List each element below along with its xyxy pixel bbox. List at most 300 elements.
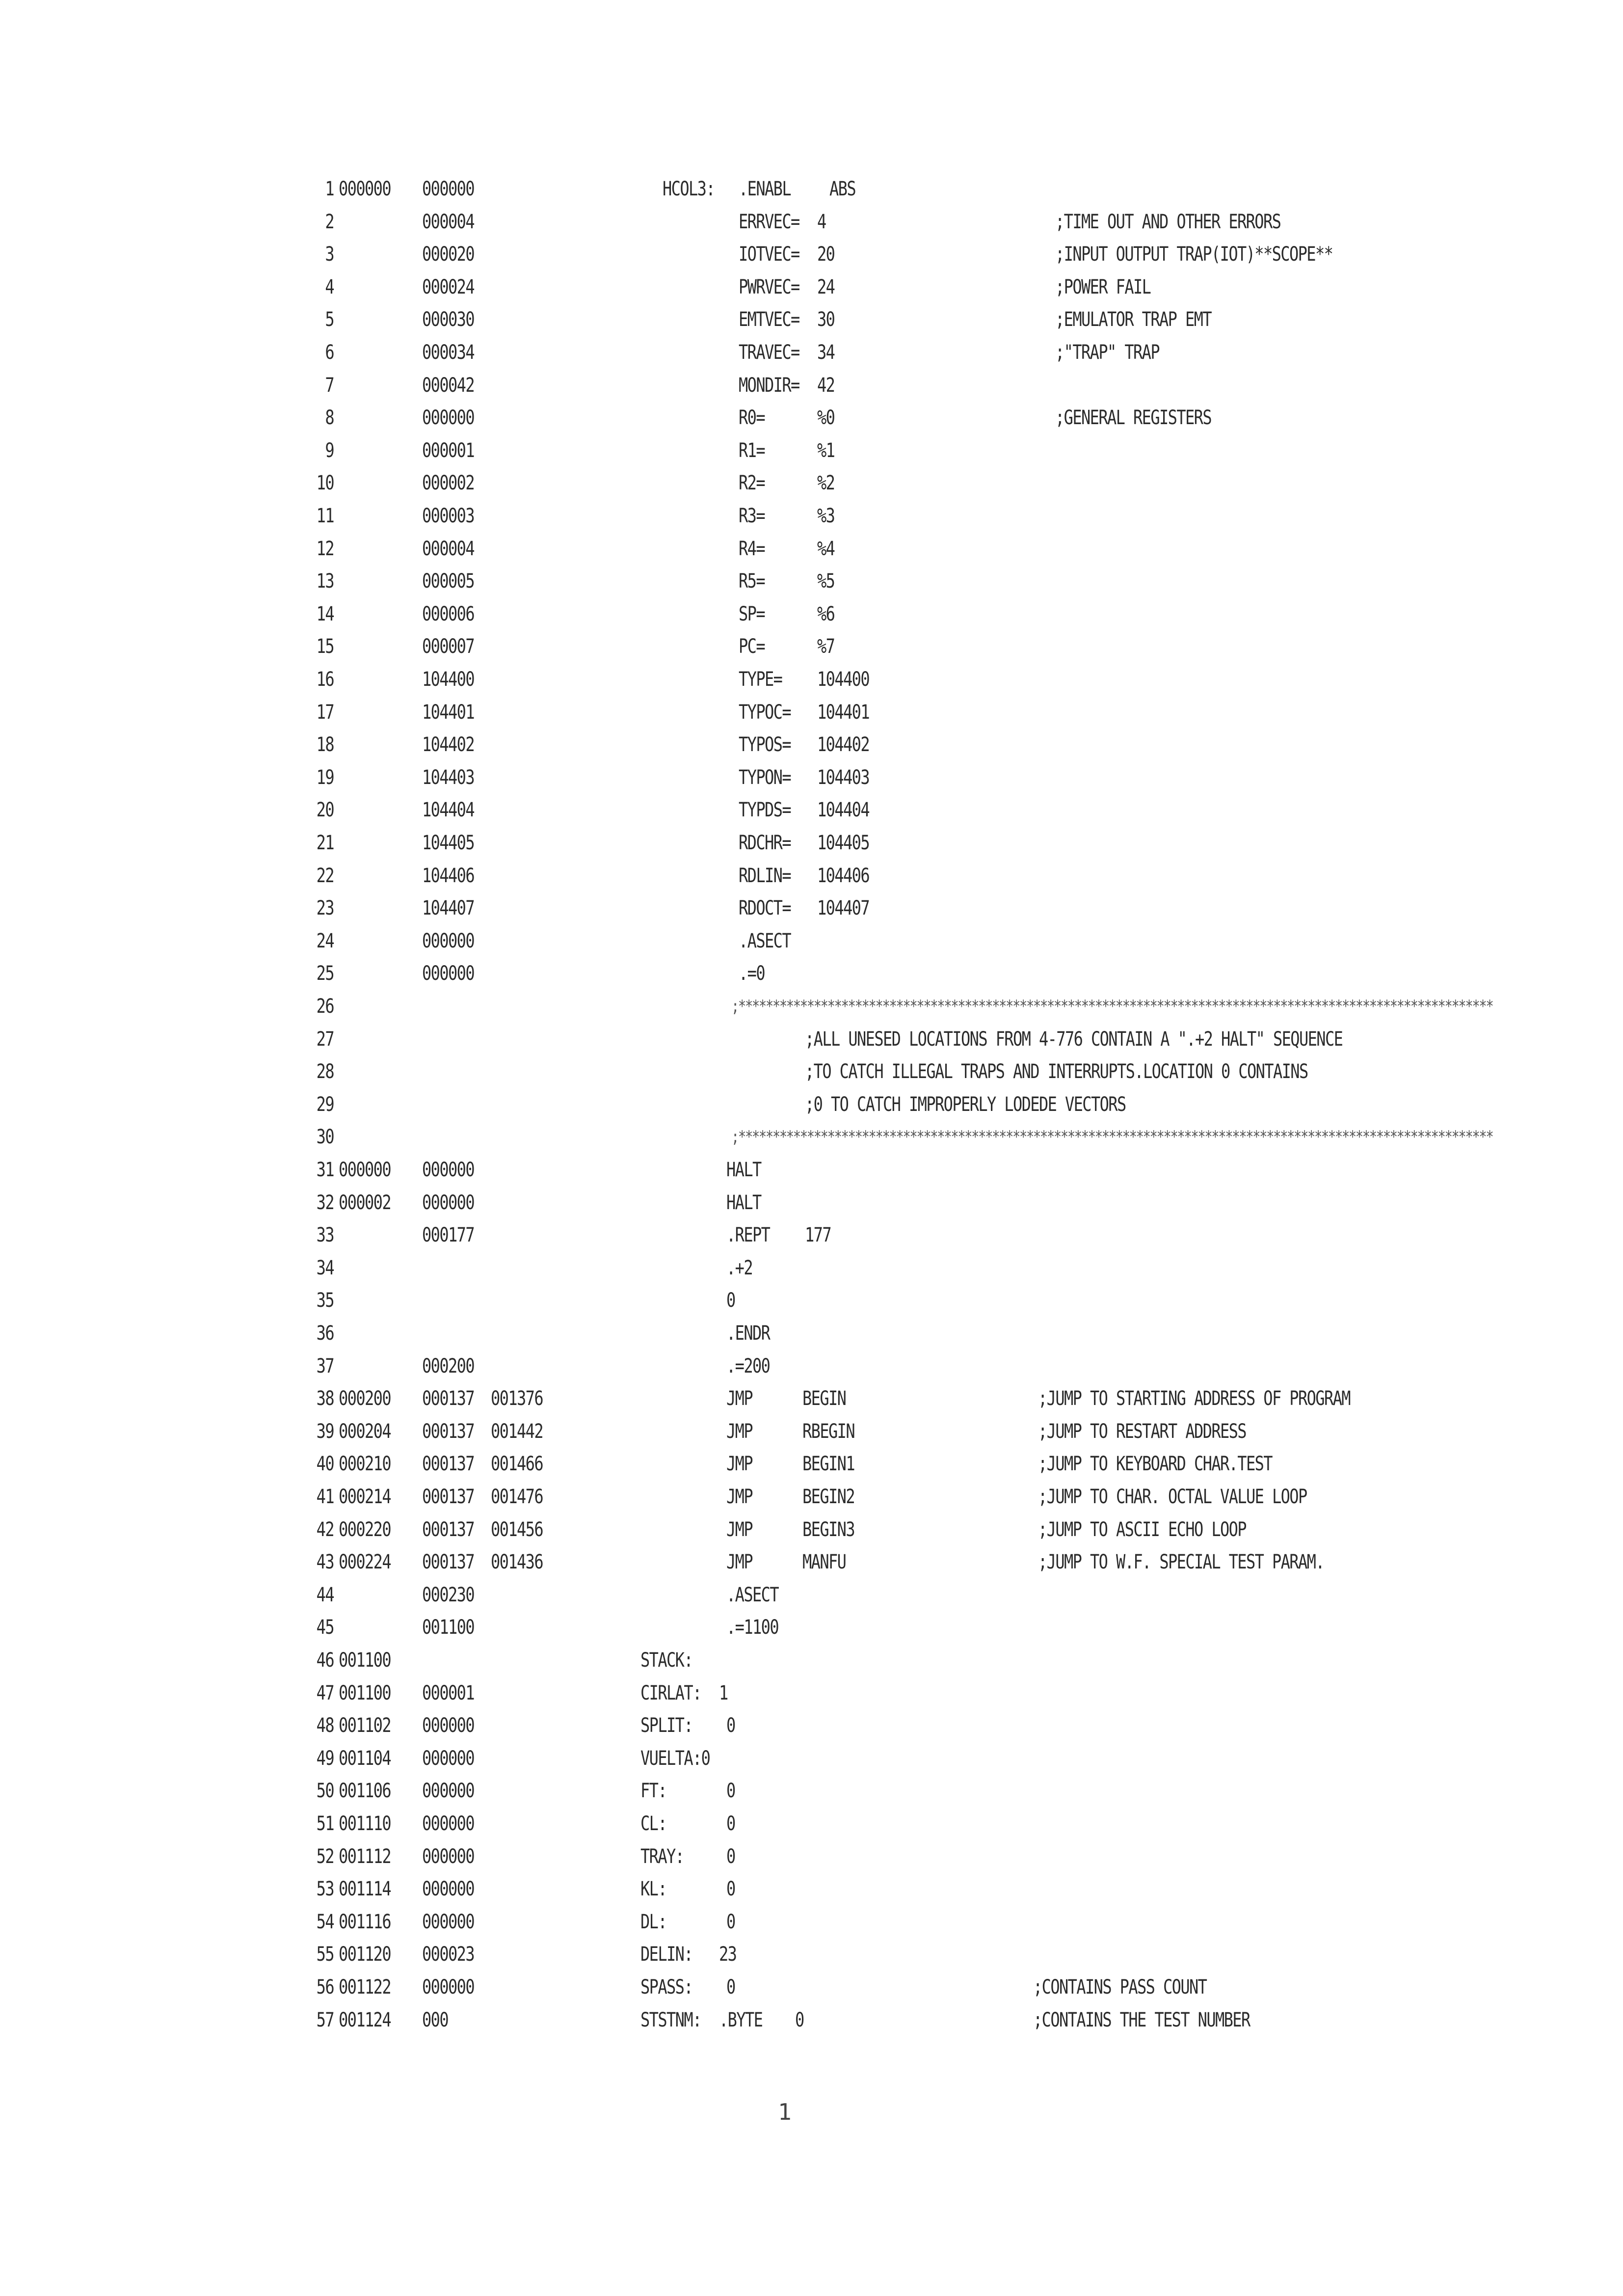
line-number: 28 — [316, 1060, 334, 1083]
opcode: .+2 — [726, 1256, 752, 1279]
line-number: 36 — [316, 1322, 334, 1345]
comment: ;JUMP TO KEYBOARD CHAR.TEST — [1038, 1453, 1272, 1476]
word-1: 000137 — [422, 1551, 474, 1574]
line-number: 55 — [316, 1943, 334, 1966]
line-number: 34 — [316, 1256, 334, 1279]
listing-line — [0, 864, 1623, 896]
listing-line — [0, 2008, 1623, 2040]
word-1: 000000 — [422, 406, 474, 430]
label: DL: — [640, 1910, 666, 1933]
line-number: 1 — [325, 178, 334, 200]
opcode: .ENABL — [739, 178, 791, 200]
address: 000224 — [339, 1551, 391, 1574]
operand: 104403 — [817, 766, 869, 789]
opcode: JMP — [726, 1486, 752, 1508]
comment: ;JUMP TO RESTART ADDRESS — [1038, 1420, 1246, 1443]
address: 001114 — [339, 1878, 391, 1901]
word-1: 000000 — [422, 1976, 474, 1999]
listing-line — [0, 732, 1623, 765]
opcode: 0 — [726, 1780, 735, 1803]
operand: %1 — [817, 439, 835, 462]
opcode: RDCHR= — [739, 832, 791, 854]
label: STACK: — [640, 1649, 692, 1672]
line-number: 25 — [316, 962, 334, 985]
word-1: 000005 — [422, 570, 474, 593]
opcode: 0 — [726, 1812, 735, 1835]
comment: ;INPUT OUTPUT TRAP(IOT)**SCOPE** — [1055, 243, 1333, 266]
word-1: 104400 — [422, 668, 474, 691]
opcode: JMP — [726, 1518, 752, 1541]
comment: ;JUMP TO STARTING ADDRESS OF PROGRAM — [1038, 1387, 1350, 1410]
word-1: 000000 — [422, 1191, 474, 1214]
line-number: 17 — [316, 701, 334, 724]
address: 001102 — [339, 1714, 391, 1737]
listing-line — [0, 537, 1623, 569]
opcode: 0 — [726, 1714, 735, 1737]
address: 001116 — [339, 1910, 391, 1933]
opcode: ERRVEC= — [739, 210, 799, 233]
listing-line — [0, 1223, 1623, 1255]
operand: 24 — [817, 275, 835, 298]
operand: BEGIN1 — [802, 1453, 854, 1476]
word-1: 000004 — [422, 537, 474, 560]
word-1: 000030 — [422, 308, 474, 331]
word-1: 104406 — [422, 864, 474, 887]
listing-line — [0, 1811, 1623, 1844]
line-number: 8 — [325, 406, 334, 430]
word-1: 000001 — [422, 1681, 474, 1704]
word-1: 000034 — [422, 341, 474, 364]
line-number: 23 — [316, 897, 334, 920]
line-number: 16 — [316, 668, 334, 691]
listing-line — [0, 569, 1623, 601]
line-number: 48 — [316, 1714, 334, 1737]
listing-line — [0, 1550, 1623, 1582]
operand: %5 — [817, 570, 835, 593]
opcode: TYPE= — [739, 668, 782, 691]
operand: 4 — [817, 210, 826, 233]
address: 000220 — [339, 1518, 391, 1541]
line-number: 7 — [325, 374, 334, 397]
operand: 20 — [817, 243, 835, 266]
opcode: .BYTE — [719, 2008, 763, 2031]
separator-stars: ;************************************************************************************************************** — [731, 1127, 1493, 1147]
label: STSTNM: — [640, 2008, 701, 2031]
word-1: 104407 — [422, 897, 474, 920]
word-2: 001436 — [491, 1551, 543, 1574]
listing-line — [0, 1615, 1623, 1648]
listing-line — [0, 1288, 1623, 1321]
comment: ;CONTAINS THE TEST NUMBER — [1033, 2008, 1250, 2031]
line-number: 29 — [316, 1093, 334, 1116]
listing-line — [0, 765, 1623, 798]
opcode: TYPON= — [739, 766, 791, 789]
operand: 104400 — [817, 668, 869, 691]
opcode: .=0 — [739, 962, 765, 985]
word-1: 000042 — [422, 374, 474, 397]
address: 000000 — [339, 1159, 391, 1181]
address: 000000 — [339, 178, 391, 200]
word-1: 000003 — [422, 505, 474, 527]
line-number: 35 — [316, 1289, 334, 1312]
opcode: TYPDS= — [739, 799, 791, 822]
listing-line — [0, 405, 1623, 438]
operand: BEGIN3 — [802, 1518, 854, 1541]
line-number: 39 — [316, 1420, 334, 1443]
word-1: 000023 — [422, 1943, 474, 1966]
opcode: RDOCT= — [739, 897, 791, 920]
line-number: 19 — [316, 766, 334, 789]
word-1: 104403 — [422, 766, 474, 789]
opcode: 0 — [726, 1878, 735, 1901]
line-number: 20 — [316, 799, 334, 822]
opcode: SP= — [739, 602, 765, 625]
listing-line — [0, 1059, 1623, 1092]
word-1: 000137 — [422, 1486, 474, 1508]
line-number: 3 — [325, 243, 334, 266]
listing-line — [0, 1746, 1623, 1779]
opcode: R3= — [739, 505, 765, 527]
opcode: HALT — [726, 1191, 761, 1214]
line-number: 41 — [316, 1486, 334, 1508]
listing-line — [0, 1942, 1623, 1974]
listing-line — [0, 1910, 1623, 1942]
line-number: 2 — [325, 210, 334, 233]
line-number: 18 — [316, 733, 334, 756]
word-1: 000002 — [422, 472, 474, 495]
operand: 42 — [817, 374, 835, 397]
listing-line — [0, 1321, 1623, 1353]
line-number: 37 — [316, 1354, 334, 1378]
listing-line — [0, 831, 1623, 863]
word-1: 104404 — [422, 799, 474, 822]
listing-line — [0, 1877, 1623, 1909]
listing-line — [0, 1485, 1623, 1517]
listing-line — [0, 1975, 1623, 2007]
listing-line — [0, 929, 1623, 961]
listing-line — [0, 1158, 1623, 1190]
listing-line — [0, 1648, 1623, 1680]
line-number: 22 — [316, 864, 334, 887]
line-number: 46 — [316, 1649, 334, 1672]
line-number: 32 — [316, 1191, 334, 1214]
listing-line — [0, 667, 1623, 700]
line-number: 57 — [316, 2008, 334, 2031]
operand: 34 — [817, 341, 835, 364]
label: CIRLAT: — [640, 1681, 701, 1704]
line-number: 50 — [316, 1780, 334, 1803]
word-1: 000007 — [422, 635, 474, 658]
line-number: 6 — [325, 341, 334, 364]
line-number: 30 — [316, 1126, 334, 1149]
listing-line — [0, 1354, 1623, 1386]
line-number: 26 — [316, 995, 334, 1018]
listing-line — [0, 1583, 1623, 1615]
address: 000200 — [339, 1387, 391, 1410]
operand: 104404 — [817, 799, 869, 822]
listing-line — [0, 438, 1623, 471]
line-number: 53 — [316, 1878, 334, 1901]
opcode: .REPT — [726, 1224, 770, 1247]
word-1: 000004 — [422, 210, 474, 233]
label: HCOL3: — [663, 178, 715, 200]
listing-line — [0, 275, 1623, 307]
operand: 104406 — [817, 864, 869, 887]
word-1: 104405 — [422, 832, 474, 854]
opcode: JMP — [726, 1551, 752, 1574]
address: 001124 — [339, 2008, 391, 2031]
word-1: 000000 — [422, 962, 474, 985]
operand: ABS — [829, 178, 855, 200]
page-number: 1 — [778, 2099, 792, 2125]
word-1: 000024 — [422, 275, 474, 298]
listing-line — [0, 177, 1623, 209]
listing-line — [0, 504, 1623, 536]
line-number: 40 — [316, 1453, 334, 1476]
block-comment: ;TO CATCH ILLEGAL TRAPS AND INTERRUPTS.LOCATION 0 CONTAINS — [805, 1060, 1308, 1083]
listing-line — [0, 1419, 1623, 1452]
listing-line — [0, 1125, 1623, 1157]
word-2: 001476 — [491, 1486, 543, 1508]
address: 000204 — [339, 1420, 391, 1443]
opcode: .ENDR — [726, 1322, 770, 1345]
operand: %4 — [817, 537, 835, 560]
line-number: 4 — [325, 275, 334, 298]
listing-line — [0, 1452, 1623, 1484]
operand: 104407 — [817, 897, 869, 920]
opcode: IOTVEC= — [739, 243, 799, 266]
operand: 177 — [805, 1224, 831, 1247]
word-1: 000137 — [422, 1453, 474, 1476]
operand: BEGIN2 — [802, 1486, 854, 1508]
line-number: 51 — [316, 1812, 334, 1835]
word-1: 000200 — [422, 1354, 474, 1378]
operand: 104405 — [817, 832, 869, 854]
listing-line — [0, 340, 1623, 373]
opcode: JMP — [726, 1420, 752, 1443]
listing-line — [0, 798, 1623, 830]
address: 001106 — [339, 1780, 391, 1803]
operand: %3 — [817, 505, 835, 527]
line-number: 45 — [316, 1616, 334, 1639]
line-number: 42 — [316, 1518, 334, 1541]
comment: ;JUMP TO CHAR. OCTAL VALUE LOOP — [1038, 1486, 1307, 1508]
line-number: 5 — [325, 308, 334, 331]
word-1: 000137 — [422, 1518, 474, 1541]
opcode: PC= — [739, 635, 765, 658]
opcode: .=200 — [726, 1354, 770, 1378]
address: 001100 — [339, 1681, 391, 1704]
listing-line — [0, 1386, 1623, 1419]
address: 000210 — [339, 1453, 391, 1476]
comment: ;"TRAP" TRAP — [1055, 341, 1159, 364]
address: 001120 — [339, 1943, 391, 1966]
listing-line — [0, 1092, 1623, 1125]
comment: ;CONTAINS PASS COUNT — [1033, 1976, 1207, 1999]
word-1: 000000 — [422, 1812, 474, 1835]
word-1: 000177 — [422, 1224, 474, 1247]
listing-line — [0, 700, 1623, 732]
word-1: 000000 — [422, 1878, 474, 1901]
address: 001110 — [339, 1812, 391, 1835]
opcode: .ASECT — [739, 929, 791, 952]
opcode: R2= — [739, 472, 765, 495]
line-number: 27 — [316, 1027, 334, 1051]
address: 001112 — [339, 1845, 391, 1868]
label: CL: — [640, 1812, 666, 1835]
operand: 0 — [795, 2008, 804, 2031]
opcode: 0 — [726, 1289, 735, 1312]
comment: ;TIME OUT AND OTHER ERRORS — [1055, 210, 1281, 233]
listing-line — [0, 1779, 1623, 1811]
opcode: 0 — [726, 1976, 735, 1999]
opcode: TYPOC= — [739, 701, 791, 724]
line-number: 56 — [316, 1976, 334, 1999]
address: 000214 — [339, 1486, 391, 1508]
line-number: 47 — [316, 1681, 334, 1704]
label: VUELTA:0 — [640, 1747, 710, 1770]
operand: BEGIN — [802, 1387, 846, 1410]
line-number: 9 — [325, 439, 334, 462]
line-number: 10 — [316, 472, 334, 495]
opcode: 0 — [726, 1845, 735, 1868]
word-2: 001456 — [491, 1518, 543, 1541]
word-1: 000137 — [422, 1420, 474, 1443]
listing-line — [0, 373, 1623, 405]
line-number: 54 — [316, 1910, 334, 1933]
opcode: 23 — [719, 1943, 737, 1966]
word-1: 000006 — [422, 602, 474, 625]
comment: ;EMULATOR TRAP EMT — [1055, 308, 1211, 331]
listing-line — [0, 1190, 1623, 1223]
address: 000002 — [339, 1191, 391, 1214]
word-1: 000137 — [422, 1387, 474, 1410]
word-1: 104402 — [422, 733, 474, 756]
line-number: 13 — [316, 570, 334, 593]
word-2: 001376 — [491, 1387, 543, 1410]
opcode: EMTVEC= — [739, 308, 799, 331]
line-number: 14 — [316, 602, 334, 625]
word-1: 000000 — [422, 1780, 474, 1803]
opcode: .ASECT — [726, 1583, 778, 1606]
opcode: RDLIN= — [739, 864, 791, 887]
line-number: 15 — [316, 635, 334, 658]
opcode: R4= — [739, 537, 765, 560]
listing-line — [0, 1027, 1623, 1059]
word-1: 000000 — [422, 1845, 474, 1868]
comment: ;JUMP TO W.F. SPECIAL TEST PARAM. — [1038, 1551, 1324, 1574]
listing-line — [0, 896, 1623, 928]
opcode: 1 — [719, 1681, 728, 1704]
word-1: 000000 — [422, 178, 474, 200]
opcode: JMP — [726, 1453, 752, 1476]
label: SPASS: — [640, 1976, 692, 1999]
listing-line — [0, 994, 1623, 1026]
comment: ;JUMP TO ASCII ECHO LOOP — [1038, 1518, 1246, 1541]
address: 001104 — [339, 1747, 391, 1770]
comment: ;GENERAL REGISTERS — [1055, 406, 1211, 430]
listing-line — [0, 602, 1623, 634]
listing-line — [0, 961, 1623, 994]
word-2: 001442 — [491, 1420, 543, 1443]
line-number: 31 — [316, 1159, 334, 1181]
line-number: 24 — [316, 929, 334, 952]
operand: %6 — [817, 602, 835, 625]
opcode: R1= — [739, 439, 765, 462]
opcode: .=1100 — [726, 1616, 778, 1639]
label: SPLIT: — [640, 1714, 692, 1737]
opcode: HALT — [726, 1159, 761, 1181]
address: 001122 — [339, 1976, 391, 1999]
opcode: PWRVEC= — [739, 275, 799, 298]
listing-line — [0, 242, 1623, 274]
line-number: 11 — [316, 505, 334, 527]
line-number: 43 — [316, 1551, 334, 1574]
word-1: 000000 — [422, 929, 474, 952]
line-number: 38 — [316, 1387, 334, 1410]
listing-line — [0, 1517, 1623, 1550]
listing-line — [0, 307, 1623, 340]
word-1: 104401 — [422, 701, 474, 724]
listing-line — [0, 471, 1623, 503]
label: TRAY: — [640, 1845, 684, 1868]
operand: %2 — [817, 472, 835, 495]
line-number: 33 — [316, 1224, 334, 1247]
word-1: 000001 — [422, 439, 474, 462]
word-1: 000000 — [422, 1159, 474, 1181]
listing-line — [0, 1844, 1623, 1877]
word-1: 000230 — [422, 1583, 474, 1606]
word-1: 001100 — [422, 1616, 474, 1639]
opcode: TRAVEC= — [739, 341, 799, 364]
word-1: 000000 — [422, 1910, 474, 1933]
listing-line — [0, 1256, 1623, 1288]
operand: %7 — [817, 635, 835, 658]
word-1: 000000 — [422, 1714, 474, 1737]
operand: 104402 — [817, 733, 869, 756]
label: FT: — [640, 1780, 666, 1803]
listing-line — [0, 1681, 1623, 1713]
block-comment: ;0 TO CATCH IMPROPERLY LODEDE VECTORS — [805, 1093, 1126, 1116]
opcode: JMP — [726, 1387, 752, 1410]
opcode: TYPOS= — [739, 733, 791, 756]
line-number: 12 — [316, 537, 334, 560]
operand: 104401 — [817, 701, 869, 724]
opcode: 0 — [726, 1910, 735, 1933]
opcode: MONDIR= — [739, 374, 799, 397]
operand: %0 — [817, 406, 835, 430]
listing-line — [0, 1713, 1623, 1746]
line-number: 52 — [316, 1845, 334, 1868]
word-1: 000 — [422, 2008, 448, 2031]
operand: MANFU — [802, 1551, 846, 1574]
block-comment: ;ALL UNESED LOCATIONS FROM 4-776 CONTAIN A ".+2 HALT" SEQUENCE — [805, 1027, 1343, 1051]
word-2: 001466 — [491, 1453, 543, 1476]
label: KL: — [640, 1878, 666, 1901]
opcode: R0= — [739, 406, 765, 430]
word-1: 000000 — [422, 1747, 474, 1770]
label: DELIN: — [640, 1943, 692, 1966]
opcode: R5= — [739, 570, 765, 593]
listing-line — [0, 634, 1623, 667]
word-1: 000020 — [422, 243, 474, 266]
line-number: 44 — [316, 1583, 334, 1606]
listing-line — [0, 210, 1623, 242]
operand: 30 — [817, 308, 835, 331]
line-number: 21 — [316, 832, 334, 854]
line-number: 49 — [316, 1747, 334, 1770]
comment: ;POWER FAIL — [1055, 275, 1151, 298]
